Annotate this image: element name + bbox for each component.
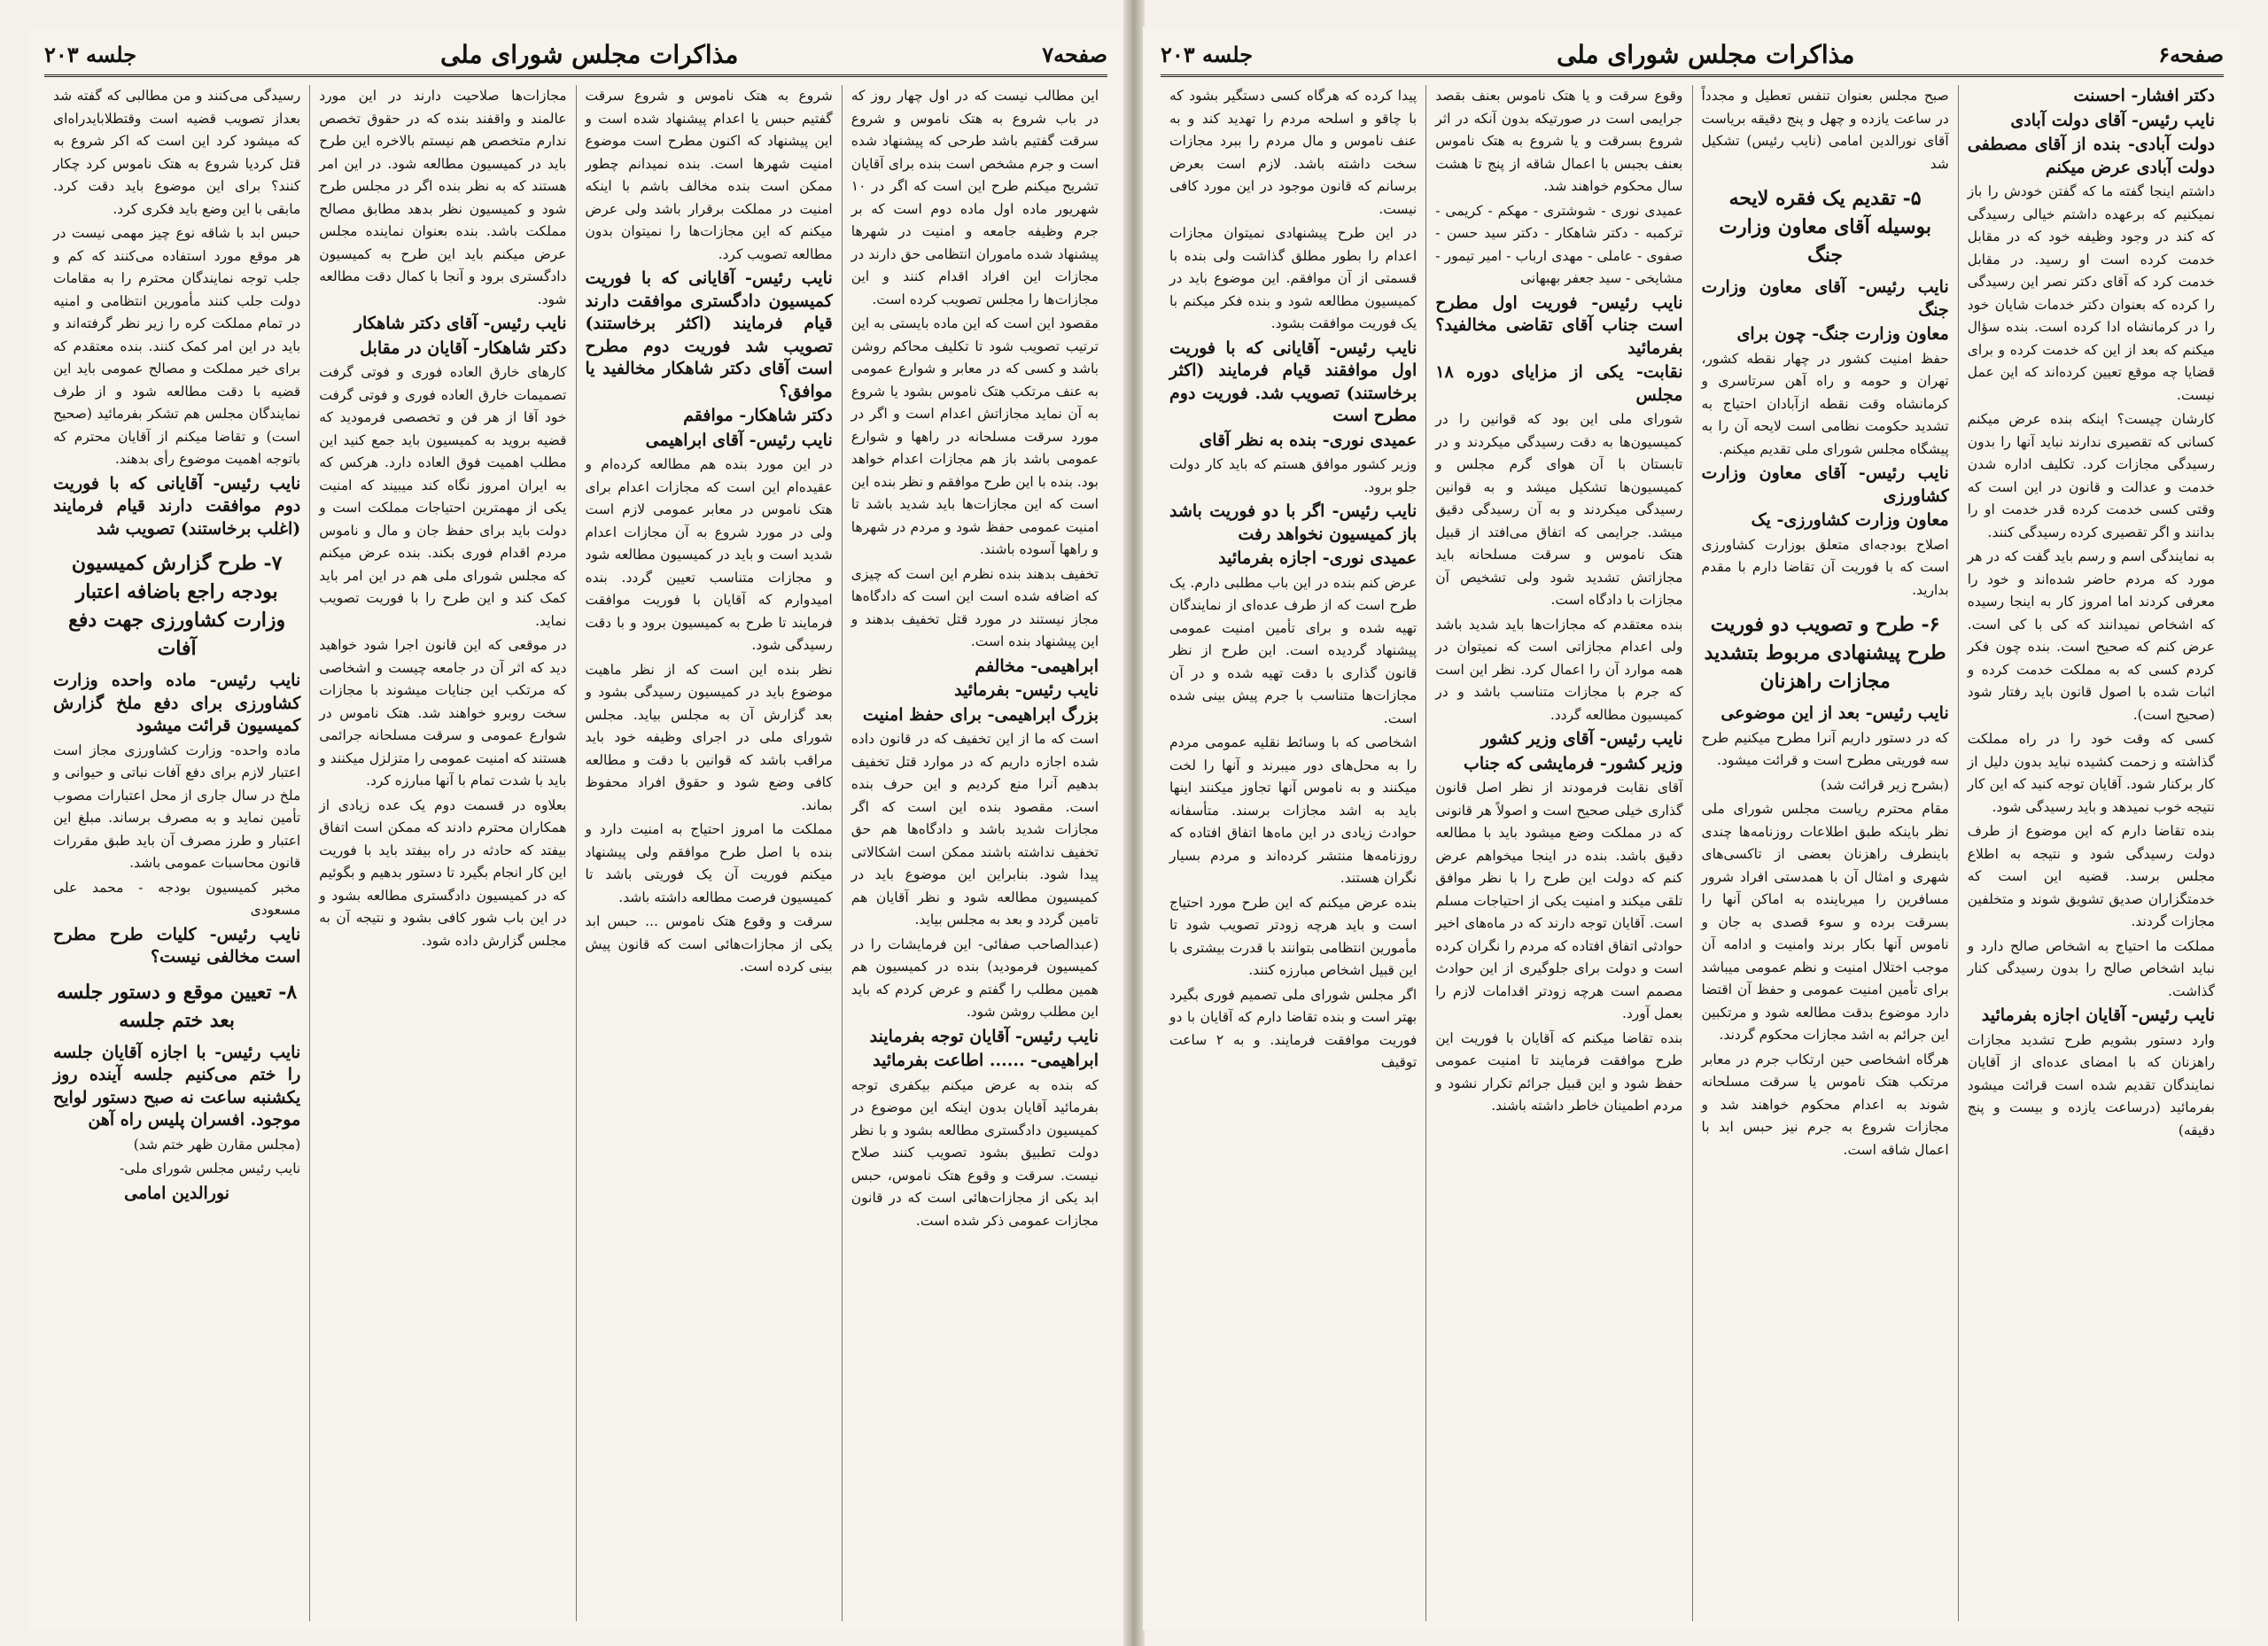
paragraph: این مطالب نیست که در اول چهار روز که در باب شروع به هتک ناموس و شروع سرقت گفتیم باشد طرحی که پیشنهاد شده است و جرم مشخص است بنده برای آقایان تشریح میکنم طرح این است که اگر در ۱۰ شهریور ماده اول ماده دوم است که بر جرم وظیفه جامعه و امنیت در شهرها پیشنهاد شده ماموران انتظامی حق دارند در مجازات این افراد اقدام کنند و این مجازات‌ها را مجلس تصویب کرده است. [850, 88, 1099, 307]
text-column [1692, 85, 1958, 1621]
paragraph: (عبدالصاحب صفائی- این فرمایشات را در کمیسیون فرمودید) بنده در کمیسیون هم همین مطلب را گفتم و عرض کردم که باید این مطلب روشن شود. [850, 936, 1099, 1020]
right-columns [1161, 85, 2224, 1621]
paragraph: اگر مجلس شورای ملی تصمیم فوری بگیرد بهتر است و بنده تقاضا دارم که آقایان با دو فوریت موافقت فرمایند. و به ۲ ساعت توقیف [1169, 986, 1418, 1070]
speaker-line: نایب رئیس- فوریت اول مطرح است جناب آقای تقاضی مخالفید؟ بفرمائید [1435, 292, 1683, 358]
speaker-line: نایب رئیس- آقای وزیر کشور [1480, 729, 1683, 749]
paragraph: که در دستور داریم آنرا مطرح میکنیم طرح سه فوریتی مطرح است و قرائت میشود. [1701, 729, 1949, 768]
speaker-line: وزیر کشور- فرمایشی که جناب [1464, 753, 1683, 773]
speaker-line: دکتر افشار- احسنت [2073, 86, 2215, 105]
paragraph: شورای ملی این بود که قوانین را در کمیسیون‌ها به دقت رسیدگی میکردند و در تابستان با آن هوای گرم مجلس و کمیسیون‌ها تشکیل میشد و به قوانین رسیدگی میکردند و به آن رسیدگی دقیق میشد. جرایمی که اتفاق می‌افتد از قبیل هتک ناموس و سرقت مسلحانه باید مجازاتش تشدید شود ولی تشخیص آن مجازات با دادگاه است. [1435, 411, 1683, 608]
speaker-line: دکتر شاهکار- موافقم [683, 406, 833, 425]
paragraph: رسیدگی می‌کنند و من مطالبی که گفته شد بعداز تصویب قضیه است وقتطلابایدراه‌ای که میشود کرد این است که اکر شروع به قتل کردیا شروع به هتک ناموس کرد چکار کنند؟ برای این موضوع باید دقت کرد. مابقی با این وضع باید فکری کرد. [53, 88, 301, 217]
paragraph: پیدا کرده که هرگاه کسی دستگیر بشود که با چاقو و اسلحه مردم را تهدید کند و به عنف ناموس و مال مردم را ببرد مجازات سخت داشته باشد. لازم است بعرض برسانم که قانون موجود در این مورد کافی نیست. [1169, 88, 1418, 217]
speaker-line: نایب رئیس- اگر با دو فوریت باشد باز کمیسیون نخواهد رفت [1169, 501, 1418, 544]
paragraph: کارشان چیست؟ اینکه بنده عرض میکنم کسانی که تقصیری ندارند نباید آنها را بدون رسیدگی مجازات کرد. تکلیف اداره شدن خدمت و عدالت و قانون در این است که وقتی کسی خدمت کرده قدر خدمت او را بدانند و اگر تقصیری کرده رسیدگی کنند. [1967, 411, 2215, 540]
speaker-line: نایب رئیس- آقای دولت آبادی [2010, 110, 2215, 130]
text-column [842, 85, 1107, 1621]
speaker-line: عمیدی نوری- بنده به نظر آقای [1199, 430, 1418, 450]
paragraph: بنده تقاضا دارم که این موضوع از طرف دولت رسیدگی شود و نتیجه به اطلاع مجلس برسد. قضیه این است که خدمتگزاران صدیق تشویق شوند و متخلفین مجازات گردند. [1967, 823, 2215, 929]
paragraph: در موقعی که این قانون اجرا شود خواهید دید که اثر آن در جامعه چیست و اشخاصی که مرتکب این جنایات میشوند با مجازات سخت روبرو خواهند شد. هتک ناموس در شوارع عمومی و سرقت مسلحانه جرائمی هستند که امنیت عمومی را متزلزل میکنند و باید با شدت تمام با آنها مبارزه کرد. [319, 637, 567, 788]
paragraph: که بنده به عرض میکنم بیکفری توجه بفرمائید آقایان بدون اینکه این موضوع در کمیسیون دادگستری مطالعه بشود و با نظر دولت تطبیق بشود تصویب کنند صلاح نیست. سرقت و وقوع هتک ناموس، حبس ابد یکی از مجازات‌هائی است که در قانون مجازات عمومی ذکر شده است. [850, 1076, 1099, 1229]
paragraph: مقام محترم ریاست مجلس شورای ملی نظر باینکه طبق اطلاعات روزنامه‌ها چندی باینطرف راهزنان بعضی از تاکسی‌های شهری و امثال آن با همدستی افراد شرور مسافرین را میرباینده به اماکن آنها را بسرقت برده و سوء قصدی به جان و ناموس آنها بکار برند وامنیت و ادامه آن موجب اختلال امنیت و نظم عمومی میباشد برای تأمین امنیت عمومی و حفظ آن اقتضا دارد موضوع بدقت مطالعه شود و مرتکبین این جرائم به اشد مجازات محکوم گردند. [1701, 801, 1949, 1043]
speaker-line: نایب رئیس- آقای معاون وزارت جنگ [1701, 277, 1949, 320]
journal-title: مذاکرات مجلس شورای ملی [1556, 39, 1855, 69]
binding-gutter [1123, 0, 1145, 1646]
left-page-header [44, 34, 1107, 77]
paragraph: وزیر کشور موافق هستم که باید کار دولت جلو برود. [1169, 456, 1418, 495]
speaker-line: بزرگ ابراهیمی- برای حفظ امنیت [862, 704, 1099, 725]
speaker-line: نایب رئیس- آقایانی که با فوریت کمیسیون دادگستری موافقت دارند قیام فرمایند (اکثر برخاستند) تصویب شد فوریت دوم مطرح است آقای دکتر شاهکار مخالفید یا موافق؟ [585, 268, 833, 401]
paragraph: آقای نقابت فرمودند از نظر اصل قانون گذاری خیلی صحیح است و اصولاً هر قانونی که در مملکت وضع میشود باید با مطالعه دقیق باشد. بنده در اینجا میخواهم عرض کنم که دولت این طرح را با نظر موافق تلقی میکند و امنیت یکی از احتیاجات مسلم است. آقایان توجه دارند که در ماه‌های اخیر حوادثی اتفاق افتاده که مردم را نگران کرده است و دولت برای جلوگیری از این حوادث مصمم است هرچه زودتر اقدامات لازم را بعمل آورد. [1435, 780, 1683, 1021]
speaker-line: نایب رئیس- آقای ابراهیمی [645, 430, 833, 450]
speaker-line: عمیدی نوری- اجازه بفرمائید [1218, 548, 1418, 568]
section-heading: ۷- طرح گزارش کمیسیون بودجه راجع باضافه اعتبار وزارت کشاورزی جهت دفع آفات [68, 552, 286, 660]
paragraph: شروع به هتک ناموس و شروع سرقت گفتیم حبس یا اعدام پیشنهاد شده است و این پیشنهاد که اکنون مطرح است موضوع امنیت شهرها است. بنده نمیدانم چطور ممکن است بنده مخالف باشم با اینکه امنیت در مملکت برقرار باشد ولی عرض میکنم که این مجازات‌ها را نمیتوان بدون مطالعه تصویب کرد. [585, 88, 833, 262]
left-page [27, 27, 1125, 1630]
paragraph: بعلاوه در قسمت دوم یک عده زیادی از همکاران محترم دادند که ممکن است اتفاق بیفتد که حادثه در راه بیفتد باید با فوریت این کار انجام بگیرد تا دستور بدهیم و بگوئیم که در کمیسیون دادگستری مطالعه بشود و در این باب شور کافی بشود و نتیجه آن به مجلس گزارش داده شود. [319, 796, 567, 949]
speaker-line: نایب رئیس- بفرمائید [954, 680, 1099, 700]
paragraph: مملکت ما امروز احتیاج به امنیت دارد و بنده با اصل طرح موافقم ولی پیشنهاد میکنم فوریت آن یک فوریتی باشد تا کمیسیون فرصت مطالعه داشته باشد. [585, 821, 833, 905]
section-heading: ۸- تعیین موقع و دستور جلسه بعد ختم جلسه [57, 980, 298, 1032]
text-column [1425, 85, 1691, 1621]
signature-name: نورالدین امامی [124, 1183, 230, 1203]
section-heading: ۶- طرح و تصویب دو فوریت طرح پیشنهادی مربوط بتشدید مجازات راهزنان [1704, 613, 1946, 693]
paragraph: مجازات‌ها صلاحیت دارند در این مورد عالمند و واقفند بنده که در حقوق تخصص ندارم متخصص هم نیستم بالاخره این طرح باید در کمیسیون مطالعه شود. در این امر هستند که به نظر بنده اگر در مجلس طرح شود و کمیسیون نظر بدهد مطابق مصالح مملکت باشد. بنده بعنوان نماینده مجلس عرض میکنم باید این طرح به کمیسیون دادگستری برود و آنجا با کمال دقت مطالعه شود. [319, 88, 567, 307]
paragraph: بنده معتقدم که مجازات‌ها باید شدید باشد ولی اعدام مجازاتی است که نمیتوان در همه موارد آن را اعمال کرد. نظر این است که جرم با مجازات متناسب باشد و در کمیسیون مطالعه گردد. [1435, 616, 1683, 723]
text-column [44, 85, 309, 1621]
paragraph: اشخاصی که با وسائط نقلیه عمومی مردم را به محل‌های دور میبرند و آنها را لخت میکنند و به ناموس آنها تجاوز میکنند اینها باید به اشد مجازات برسند. متأسفانه حوادث زیادی در این ماه‌ها اتفاق افتاده که روزنامه‌ها منتشر کرده‌اند و مردم بسیار نگران هستند. [1169, 734, 1418, 886]
speaker-line: نایب رئیس- آقایان توجه بفرمایند [869, 1026, 1099, 1046]
paragraph: سرقت و وقوع هتک ناموس ... حبس ابد یکی از مجازات‌هائی است که قانون پیش بینی کرده است. [585, 913, 833, 974]
speaker-line: نایب رئیس- ماده واحده وزارت کشاورزی برای دفع ملخ گزارش کمیسیون قرائت میشود [53, 671, 301, 735]
paragraph: صبح مجلس بعنوان تنفس تعطیل و مجدداً در ساعت یازده و چهل و پنج دقیقه بریاست آقای نورالدین امامی (نایب رئیس) تشکیل شد [1701, 88, 1949, 172]
paragraph: وقوع سرقت و یا هتک ناموس بعنف بقصد جرایمی است در صورتیکه بدون آنکه در اثر شروع بسرقت و یا شروع به هتک ناموس بعنف بجبس با اعمال شاقه از پنج تا هشت سال محکوم خواهند شد. [1435, 88, 1683, 194]
session-number: جلسه ۲۰۳ [1161, 41, 1254, 67]
paragraph: مخبر کمیسیون بودجه - محمد علی مسعودی [53, 879, 301, 918]
paragraph: (بشرح زیر قرائت شد) [1820, 776, 1949, 793]
paragraph: داشتم اینجا گفته ما که گفتن خودش را باز نمیکنیم که برعهده داشتم خیالی رسیدگی که کند در وجود وظیفه خود که در مقابل خدمت کرده است او رسید. در مقابل خدمت کرد که آقای دکتر نصر این رسیدگی را کرده که بعنوان دکتر خدمات شایان خود را در کرمانشاه ادا کرده است. بنده سؤال میکنم که بعد از این که خدمت کرده و برای قضایا چه موقع تعیین کرده‌اند که این عمل نیست. [1967, 183, 2215, 403]
text-column [1161, 85, 1425, 1621]
left-columns [44, 85, 1107, 1621]
section-heading: ۵- تقدیم یک فقره لایحه بوسیله آقای معاون وزارت جنگ [1719, 187, 1931, 267]
paragraph: ماده واحده- وزارت کشاورزی مجاز است اعتبار لازم برای دفع آفات نباتی و حیوانی و ملخ در سال جاری از محل اعتبارات مصوب تأمین نماید و به مصرف برساند. مبلغ این اعتبار و طرز مصرف آن باید طبق مقررات قانون محاسبات عمومی باشد. [53, 741, 301, 871]
speaker-line: دکتر شاهکار- آقایان در مقابل [360, 338, 567, 358]
paragraph: مقصود این است که این ماده بایستی به این ترتیب تصویب شود تا تکلیف محاکم روشن باشد و کسی که در معابر و شوارع عمومی به عنف مرتکب هتک ناموس بشود یا شروع به آن نماید مجازاتش اعدام است و اگر در مورد سرقت مسلحانه در راهها و شوارع عمومی باشد باز هم مجازات اعدام خواهد بود. بنده با این طرح موافقم و نظر بنده این است که این مجازات‌ها باید شدید باشد تا امنیت عمومی حفظ شود و مردم در شهرها و راهها آسوده باشند. [850, 315, 1099, 557]
paragraph: هرگاه اشخاصی حین ارتکاب جرم در معابر مرتکب هتک ناموس یا سرقت مسلحانه شوند به اعدام محکوم خواهند شد و مجازات شروع به جرم نیز حبس ابد با اعمال شاقه است. [1701, 1051, 1949, 1158]
speaker-line: معاون وزارت کشاورزی- یک [1751, 510, 1949, 530]
speaker-line: نایب رئیس- آقای دکتر شاهکار [353, 314, 567, 333]
session-number: جلسه ۲۰۳ [44, 41, 137, 67]
paragraph: مملکت ما احتیاج به اشخاص صالح دارد و نباید اشخاص صالح را بدون رسیدگی کنار گذاشت. [1967, 937, 2215, 999]
paragraph: نظر بنده این است که از نظر ماهیت موضوع باید در کمیسیون رسیدگی بشود و بعد گزارش آن به مجلس بیاید. مجلس شورای ملی در اجرای وظیفه خود باید مراقب باشد که قوانین با دقت و مطالعه کافی وضع شود و حقوق افراد محفوظ بماند. [585, 661, 833, 813]
speaker-line: نایب رئیس- آقایانی که با فوریت اول موافقند قیام فرمایند (اکثر برخاستند) تصویب شد. فوریت دوم مطرح است [1169, 338, 1418, 425]
text-column [309, 85, 575, 1621]
text-column [576, 85, 842, 1621]
page-number: صفحه۷ [1042, 41, 1107, 67]
paragraph: تخفیف بدهند بنده نظرم این است که چیزی که اضافه شده است این است که دادگاه‌ها مجاز نیستند در مورد قتل تخفیف بدهند و این پیشنهاد بنده است. [850, 565, 1099, 649]
paragraph: نایب رئیس مجلس شورای ملی- [120, 1161, 301, 1176]
speaker-line: نقابت- یکی از مزایای دوره ۱۸ مجلس [1435, 362, 1683, 405]
paragraph: بنده عرض میکنم که این طرح مورد احتیاج است و باید هرچه زودتر تصویب شود تا مأمورین انتظامی بتوانند با قدرت بیشتری با این قبیل اشخاص مبارزه کنند. [1169, 894, 1418, 978]
speaker-line: نایب رئیس- آقای معاون وزارت کشاورزی [1701, 463, 1949, 506]
paragraph: عمیدی نوری - شوشتری - مهکم - کریمی - ترکمبه - دکتر شاهکار - دکتر سید حسن - صفوی - عاملی - مهدی ارباب - امیر تیمور - مشایخی - سید جعفر بهبهانی [1435, 202, 1683, 286]
paragraph: عرض کنم بنده در این باب مطلبی دارم. یک طرح است که از طرف عده‌ای از نمایندگان تهیه شده و برای تأمین امنیت عمومی پیشنهاد گردیده است. این طرح از نظر قانون گذاری با دقت تهیه شده و در آن مجازات‌ها متناسب با جرم پیش بینی شده است. [1169, 574, 1418, 726]
speaker-line: نایب رئیس- آقایان اجازه بفرمائید [1981, 1005, 2215, 1025]
speaker-line: نایب رئیس- آقایانی که با فوریت دوم موافقت دارند قیام فرمایند (اغلب برخاستند) تصویب شد [53, 473, 301, 539]
paragraph: حبس ابد با شاقه نوع چیز مهمی نیست در هر موقع مورد استفاده می‌کنند که کم و جلب توجه نمایندگان محترم را به مقامات دولت جلب کنند مأمورین انتظامی و امنیه در تمام مملکت کره را زیر نظر گرفته‌اند و باید در این امر کمک کنند. بنده معتقدم که برای خیر مملکت و مصالح عمومی باید این قضیه با دقت مطالعه شود و از طرف نمایندگان مجلس هم تشکر بفرمائید (صحیح است) و تقاضا میکنم از آقایان محترم که باتوجه اهمیت موضوع رأی بدهند. [53, 225, 301, 467]
speaker-line: نایب رئیس- کلیات طرح مطرح است مخالفی نیست؟ [53, 924, 301, 967]
speaker-line: ابراهیمی- ...... اطاعت بفرمائید [873, 1051, 1099, 1070]
speaker-line: معاون وزارت جنگ- چون برای [1736, 324, 1949, 344]
speaker-line: نایب رئیس- بعد از این موضوعی [1720, 703, 1949, 723]
paragraph: حفظ امنیت کشور در چهار نقطه کشور، تهران و حومه و راه آهن سرتاسری و کرمانشاه وقت نقطه ازآبادان احتیاج به تشدید حکومت نظامی است لایحه آن را به پیشگاه مجلس شورای ملی تقدیم میکنم. [1701, 350, 1949, 457]
paragraph: کارهای خارق العاده فوری و فوتی گرفت تصمیمات خارق العاده فوری و فوتی گرفت خود آقا از هر فن و تخصصی فرمودید که قضیه بروید به کمیسیون باید جمع کنید این مطلب اهمیت فوق العاده دارد. هرکس که به ایران امروز نگاه کند میبیند که امنیت یکی از مهمترین احتیاجات مملکت است و دولت باید برای حفظ جان و مال و ناموس مردم اقدام فوری بکند. بنده عرض میکنم که مجلس شورای ملی هم در این امر باید کمک کند و این طرح را با فوریت تصویب نماید. [319, 364, 567, 629]
right-page [1143, 27, 2241, 1630]
speaker-line: ابراهیمی- مخالفم [975, 656, 1099, 676]
paragraph: (مجلس مقارن ظهر ختم شد) [133, 1136, 301, 1153]
paragraph: در این مورد بنده هم مطالعه کرده‌ام و عقیده‌ام این است که مجازات اعدام برای هتک ناموس در معابر عمومی لازم است ولی در مورد شروع به آن مجازات اعدام شدید است و باید در کمیسیون مطالعه شود و مجازات متناسب تعیین گردد. بنده امیدوارم که آقایان با فوریت موافقت فرمایند تا طرح به کمیسیون برود و با دقت رسیدگی شود. [585, 456, 833, 653]
paragraph: اصلاح بودجه‌ای متعلق بوزارت کشاورزی است که با فوریت آن تقاضا دارم با مقدم بدارید. [1701, 536, 1949, 598]
paragraph: وارد دستور بشویم طرح تشدید مجازات راهزنان که با امضای عده‌ای از آقایان نمایندگان تقدیم شده است قرائت میشود بفرمائید (درساعت یازده و بیست و پنج دقیقه) [1967, 1031, 2215, 1138]
paragraph: کسی که وقت خود را در راه مملکت گذاشته و زحمت کشیده نباید بدون دلیل از کار برکنار شود. آقایان توجه کنید که این کار نتیجه خوب نمیدهد و باید رسیدگی شود. [1967, 731, 2215, 815]
speaker-line: دولت آبادی- بنده از آقای مصطفی دولت آبادی عرض میکنم [1967, 135, 2215, 177]
journal-title: مذاکرات مجلس شورای ملی [439, 39, 739, 69]
paragraph: بنده تقاضا میکنم که آقایان با فوریت این طرح موافقت فرمایند تا امنیت عمومی حفظ شود و این قبیل جرائم تکرار نشود و مردم اطمینان خاطر داشته باشند. [1435, 1029, 1683, 1114]
paragraph: در این طرح پیشنهادی نمیتوان مجازات اعدام را بطور مطلق گذاشت ولی بنده با قسمتی از آن موافقم. این موضوع باید در کمیسیون مطالعه شود و بنده فکر میکنم با یک فوریت موافقت بشود. [1169, 225, 1418, 331]
right-page-header [1161, 34, 2224, 77]
text-column [1958, 85, 2224, 1621]
page-number: صفحه۶ [2158, 41, 2224, 67]
speaker-line: نایب رئیس- با اجازه آقایان جلسه را ختم می‌کنیم جلسه آینده روز یکشنبه ساعت نه صبح دستور لوایح موجود. افسران پلیس راه آهن [53, 1042, 301, 1130]
paragraph: به نمایندگی اسم و رسم باید گفت که در هر مورد که مردم حاضر شده‌اند و خود را معرفی کردند اما امروز کار به اینجا رسیده که اشخاص نمیدانند که کی با کی است. عرض کنم که صحیح است. بنده چون فکر کردم کسی که به مملکت خدمت کرده و اثبات شده با اصول قانون باید رفتار شود (صحیح است). [1967, 548, 2215, 723]
paragraph: است که ما از این تخفیف که در قانون داده شده اجازه داریم که در موارد قتل تخفیف بدهیم آنرا منع کردیم و این حرف بنده است. مقصود بنده این است که اگر مجازات شدید باشد و دادگاه‌ها هم حق تخفیف نداشته باشند ممکن است اشکالاتی پیدا شود. بنابراین این موضوع باید در کمیسیون مطالعه شود و نظر آقایان هم تامین گردد و بعد به مجلس بیاید. [850, 731, 1099, 928]
